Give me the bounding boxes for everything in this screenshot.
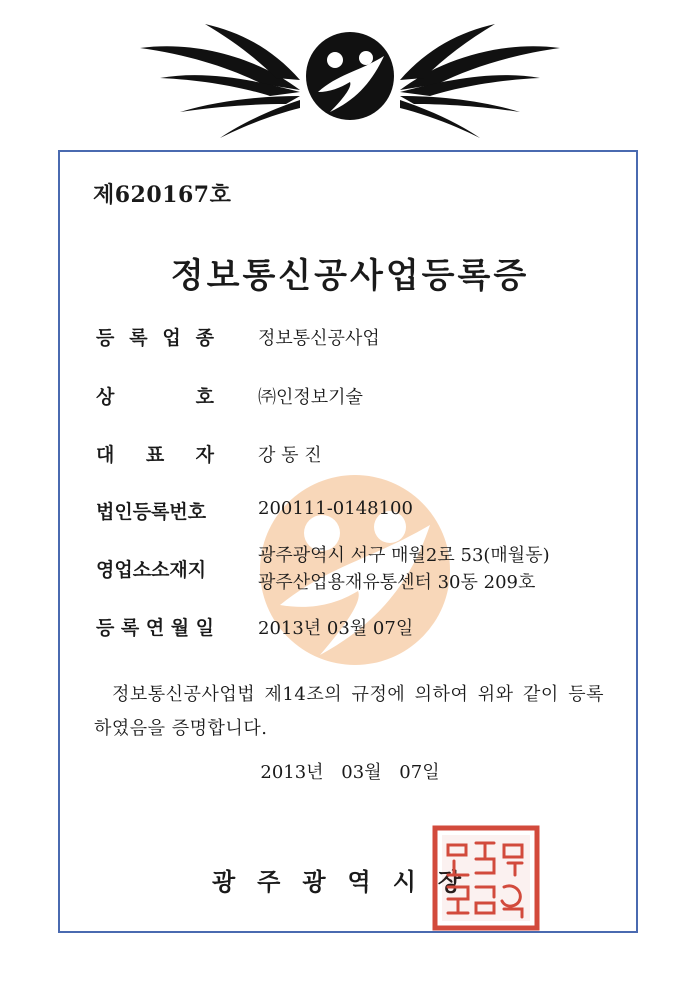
top-emblem-ornament (0, 0, 700, 140)
label-registration-date: 등 록 연 월 일 (96, 617, 214, 639)
value-representative: 강 동 진 (258, 445, 322, 466)
certificate-number: 제620167호 (93, 182, 232, 208)
label-business-type: 등 록 업 종 (96, 327, 214, 349)
issuer-name: 광주광역시장 (212, 867, 484, 896)
certificate-title: 정보통신공사업등록증 (170, 256, 530, 296)
value-corporate-reg-number: 200111-0148100 (258, 498, 413, 519)
label-representative: 대 표 자 (96, 444, 214, 466)
label-business-address: 영업소소재지 (96, 559, 207, 581)
official-seal-icon (432, 825, 540, 931)
value-business-address-line1: 광주광역시 서구 매월2로 53(매월동) (258, 545, 550, 566)
label-corporate-reg-number: 법인등록번호 (96, 501, 207, 523)
value-registration-date: 2013년 03월 07일 (258, 618, 414, 639)
left-wing-icon (140, 24, 300, 138)
value-company-name: ㈜인정보기술 (258, 387, 363, 408)
certification-statement: 정보통신공사업법 제14조의 규정에 의하여 위와 같이 등록 하였음을 증명합니다. (94, 684, 604, 739)
value-business-address-line2: 광주산업용재유통센터 30동 209호 (258, 572, 536, 593)
right-wing-icon (400, 24, 560, 138)
issue-date: 2013년 03월 07일 (260, 762, 440, 783)
value-business-type: 정보통신공사업 (258, 328, 380, 349)
label-company-name: 상 호 (96, 386, 214, 408)
